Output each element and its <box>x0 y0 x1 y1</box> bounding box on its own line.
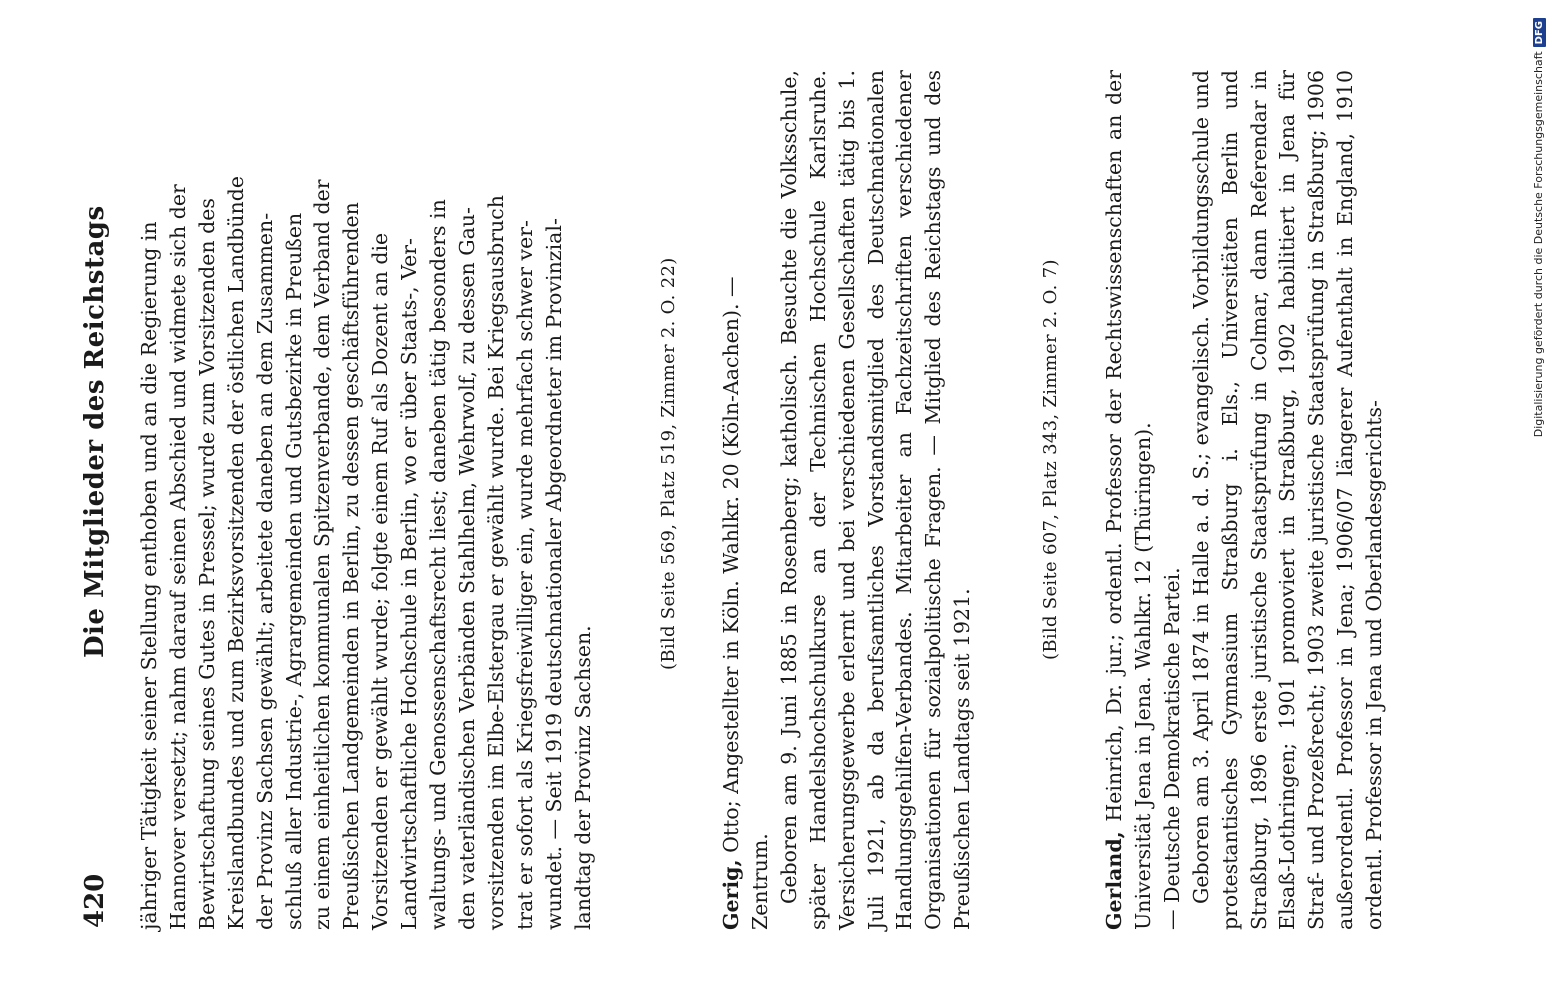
text-line: vorsitzenden im Elbe-Elstergau er gewählt wurde. Bei Kriegsausbruch <box>483 195 508 930</box>
member-name: Gerig, <box>719 859 743 930</box>
text-line: trat er sofort als Kriegsfreiwilliger ein, wurde mehrfach schwer ver- <box>512 220 537 930</box>
text-line: Landwirtschaftliche Hochschule in Berlin, wo er über Staats-, Ver- <box>397 238 422 930</box>
text-line: wundet. — Seit 1919 deutschnationaler Abgeordneter im Provinzial- <box>541 218 566 930</box>
digitization-credit <box>1532 0 1546 1000</box>
biography: Geboren am 9. Juni 1885 in Rosenberg; katholisch. Besuchte die Volksschule, später Handelshochschulkurse an der Technischen Hochschule Karlsruhe. Versicherungsgewerbe erlernt und bei verschiedenen Gesellschaften tätig bis 1. Juli 1921, ab da berufsamtliches Vorstandsmitglied des Deutschnationalen Handlungsgehilfen-Verbandes. Mitarbeiter an Fachzeitschriften verschiedener Organisationen für sozialpolitische Fragen. — Mitglied des Reichstags und des Preußischen Landtags seit 1921. <box>776 70 975 930</box>
member-name: Gerland, <box>1102 831 1126 930</box>
entry-gerland <box>1100 70 1389 930</box>
text-line: waltungs- und Genossenschaftsrecht liest; daneben tätig besonders in <box>426 199 451 930</box>
continued-entry-text <box>135 70 598 930</box>
member-details: Heinrich, Dr. jur.; ordentl. Professor der Rechtswissenschaften an der Universität Jena in Jena. Wahlkr. 12 (Thüringen). <box>1102 70 1155 930</box>
text-line: Kreislandbundes und zum Bezirksvorsitzenden der östlichen Landbünde <box>223 176 248 930</box>
entry-heading <box>717 70 746 930</box>
text-line: Bewirtschaftung seines Gutes in Pressel; wurde zum Vorsitzenden des <box>194 198 219 930</box>
text-line: Preußischen Landgemeinden in Berlin, zu dessen geschäftsführenden <box>339 202 364 930</box>
text-line: der Provinz Sachsen gewählt; arbeitete daneben an dem Zusammen- <box>252 212 277 930</box>
party-affiliation: — Deutsche Demokratische Partei. <box>1159 567 1184 930</box>
photo-reference: (Bild Seite 607, Platz 343, Zimmer 2. O. 7) <box>1040 259 1061 660</box>
page-number: 420 <box>80 873 110 928</box>
photo-reference: (Bild Seite 569, Platz 519, Zimmer 2. O. 22) <box>658 257 679 670</box>
page-title: Die Mitglieder des Reichstags <box>80 205 110 658</box>
text-line: Vorsitzenden er gewählt wurde; folgte einem Ruf als Dozent an die <box>368 232 393 930</box>
text-line: landtag der Provinz Sachsen. <box>570 625 595 930</box>
entry-heading <box>1100 70 1158 930</box>
member-details: Otto; Angestellter in Köln. Wahlkr. 20 (Köln-Aachen). — <box>719 276 743 860</box>
biography: Geboren am 3. April 1874 in Halle a. d. S.; evangelisch. Vorbildungsschule und protestantisches Gymnasium Straßburg i. Els., Universitäten Berlin und Straßburg, 1896 erste juristische Staatsprüfung in Colmar, dann Referendar in Elsaß-Lothringen; 1901 promoviert in Straßburg, 1902 habilitiert in Jena für Straf- und Prozeßrecht; 1903 zweite juristische Staatsprüfung in Straßburg; 1906 außerordentl. Professor in Jena; 1906/07 längerer Aufenthalt in England, 1910 ordentl. Professor in Jena und Oberlandesgerichts- <box>1188 70 1387 930</box>
credit-text: Digitalisierung gefördert durch die Deutsche Forschungsgemeinschaft <box>1532 51 1545 438</box>
party-affiliation: Zentrum. <box>747 833 772 930</box>
text-line: zu einem einheitlichen kommunalen Spitzenverbande, dem Verband der <box>310 179 335 930</box>
dfg-logo: DFG <box>1533 18 1546 47</box>
text-line: schluß aller Industrie-, Agrargemeinden und Gutsbezirke in Preußen <box>281 212 306 930</box>
running-head <box>80 72 120 928</box>
text-line: Hannover versetzt; nahm darauf seinen Abschied und widmete sich der <box>165 184 190 930</box>
entry-gerig <box>717 70 977 930</box>
text-line: den vaterländischen Verbänden Stahlhelm, Wehrwolf, zu dessen Gau- <box>454 207 479 930</box>
text-line: jähriger Tätigkeit seiner Stellung enthoben und an die Regierung in <box>137 221 161 930</box>
